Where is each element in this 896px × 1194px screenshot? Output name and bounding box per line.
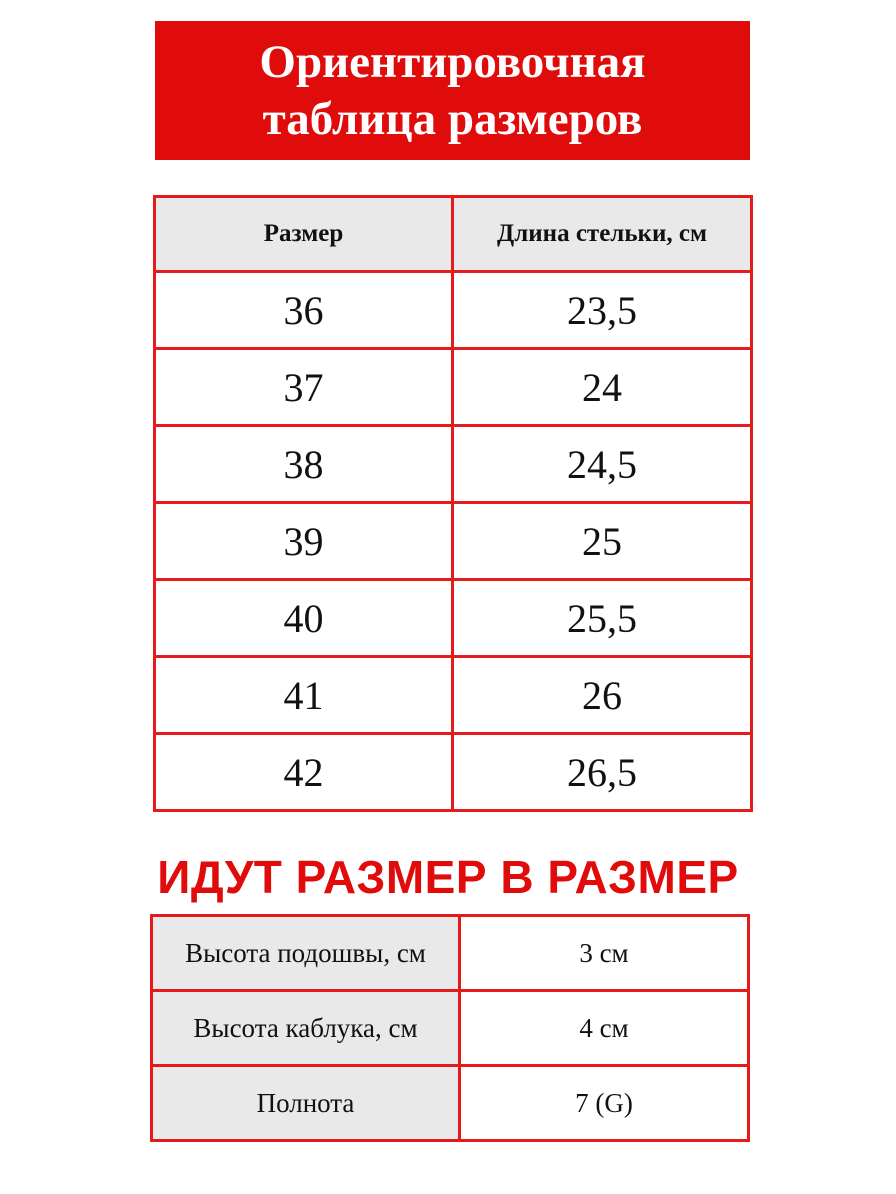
length-cell: 26,5 (453, 734, 752, 811)
header-insole-length: Длина стельки, см (453, 197, 752, 272)
size-cell: 39 (155, 503, 453, 580)
table-row (155, 657, 752, 734)
length-cell: 24 (453, 349, 752, 426)
param-value: 4 см (460, 991, 749, 1066)
table-row (152, 991, 749, 1066)
fit-slogan: ИДУТ РАЗМЕР В РАЗМЕР (157, 851, 739, 903)
table-row (152, 1066, 749, 1141)
table-row (155, 349, 752, 426)
length-cell: 23,5 (453, 272, 752, 349)
param-value: 3 см (460, 916, 749, 991)
table-row (155, 272, 752, 349)
table-row (155, 503, 752, 580)
param-label: Высота каблука, см (152, 991, 460, 1066)
length-cell: 24,5 (453, 426, 752, 503)
title-line-1: Ориентировочная (259, 35, 646, 88)
table-row (155, 580, 752, 657)
table-row (152, 916, 749, 991)
length-cell: 26 (453, 657, 752, 734)
table-row (155, 426, 752, 503)
param-value: 7 (G) (460, 1066, 749, 1141)
size-cell: 40 (155, 580, 453, 657)
size-table-header-row (155, 197, 752, 272)
size-cell: 36 (155, 272, 453, 349)
length-cell: 25 (453, 503, 752, 580)
param-label: Высота подошвы, см (152, 916, 460, 991)
table-row (155, 734, 752, 811)
params-table (150, 914, 750, 1142)
length-cell: 25,5 (453, 580, 752, 657)
size-cell: 38 (155, 426, 453, 503)
header-size: Размер (155, 197, 453, 272)
title-banner (155, 21, 750, 160)
size-cell: 37 (155, 349, 453, 426)
size-cell: 42 (155, 734, 453, 811)
title-line-2: таблица размеров (262, 92, 643, 145)
size-table (153, 195, 753, 812)
size-cell: 41 (155, 657, 453, 734)
param-label: Полнота (152, 1066, 460, 1141)
